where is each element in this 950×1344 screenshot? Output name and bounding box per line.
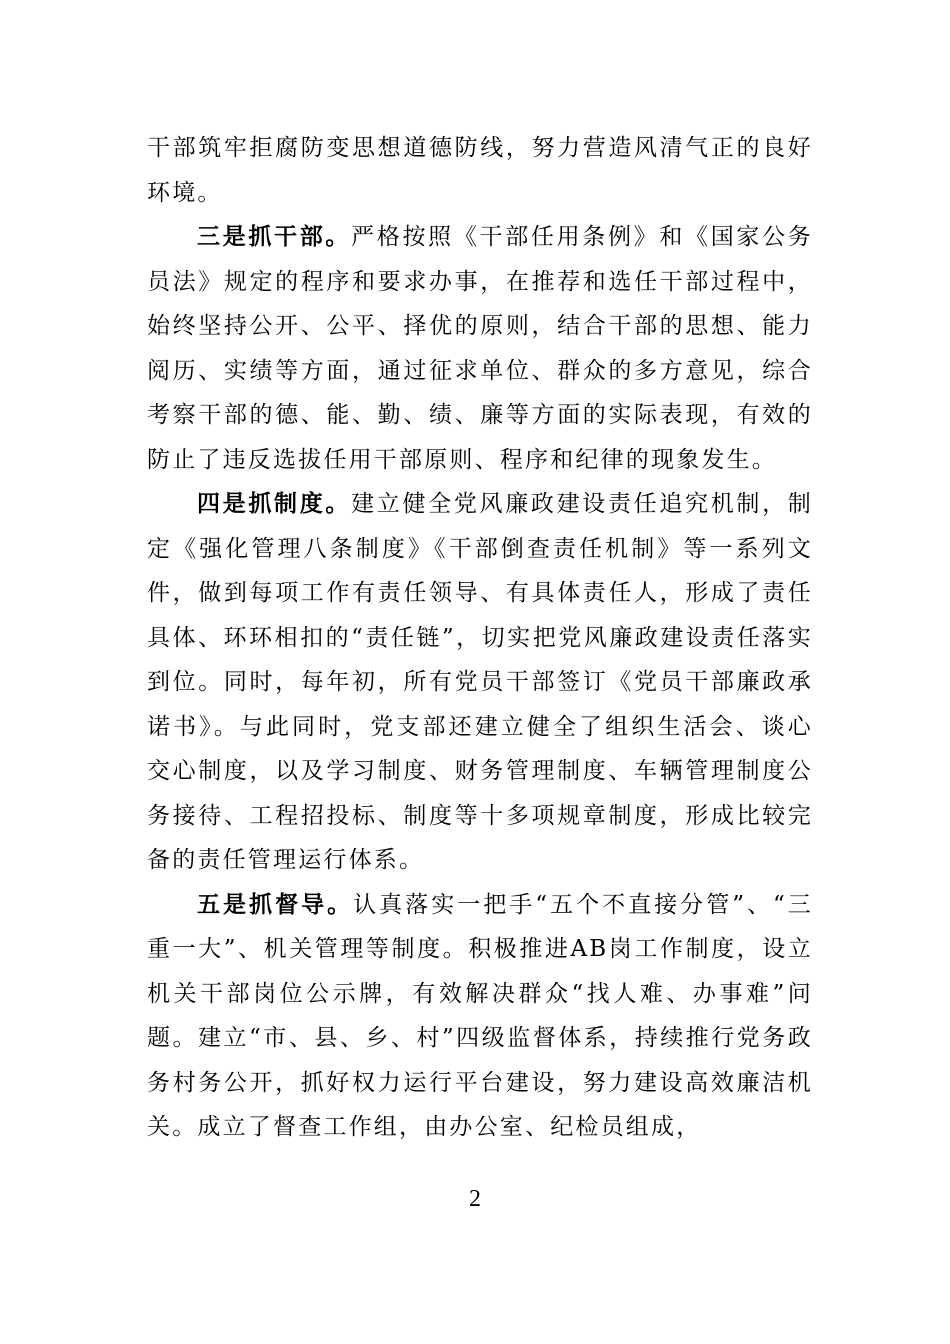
body-text	[147, 126, 813, 1150]
paragraph-heading: 五是抓督导。	[197, 890, 354, 918]
page-number: 2	[469, 1186, 481, 1212]
paragraph-body: 认真落实一把手“五个不直接分管”、“三重一大”、机关管理等制度。积极推进AB岗工作制度，设立机关干部岗位公示牌，有效解决群众“找人难、办事难”问题。建立“市、县、乡、村”四级监督体系，持续推行党务政务村务公开，抓好权力运行平台建设，努力建设高效廉洁机关。成立了督查工作组，由办公室、纪检员组成，	[147, 891, 814, 1140]
paragraph-body: 干部筑牢拒腐防变思想道德防线，努力营造风清气正的良好环境。	[147, 135, 813, 206]
paragraph-heading: 三是抓干部。	[197, 223, 352, 250]
paragraph-system	[147, 482, 813, 883]
paragraph-body: 建立健全党风廉政建设责任追究机制，制定《强化管理八条制度》《干部倒查责任机制》等一系列文件，做到每项工作有责任领导、有具体责任人，形成了责任具体、环环相扣的“责任链”，切实把党风廉政建设责任落实到位。同时，每年初，所有党员干部签订《党员干部廉政承诺书》。与此同时，党支部还建立健全了组织生活会、谈心交心制度，以及学习制度、财务管理制度、车辆管理制度公务接待、工程招投标、制度等十多项规章制度，形成比较完备的责任管理运行体系。	[147, 491, 813, 873]
paragraph-body: 严格按照《干部任用条例》和《国家公务员法》规定的程序和要求办事，在推荐和选任干部过程中，始终坚持公开、公平、择优的原则，结合干部的思想、能力阅历、实绩等方面，通过征求单位、群众的多方意见，综合考察干部的德、能、勤、绩、廉等方面的实际表现，有效的防止了违反选拔任用干部原则、程序和纪律的现象发生。	[147, 224, 813, 473]
paragraph-continuation	[147, 126, 813, 215]
paragraph-cadres	[147, 215, 813, 482]
paragraph-heading: 四是抓制度。	[197, 490, 352, 517]
paragraph-supervision	[147, 883, 813, 1150]
